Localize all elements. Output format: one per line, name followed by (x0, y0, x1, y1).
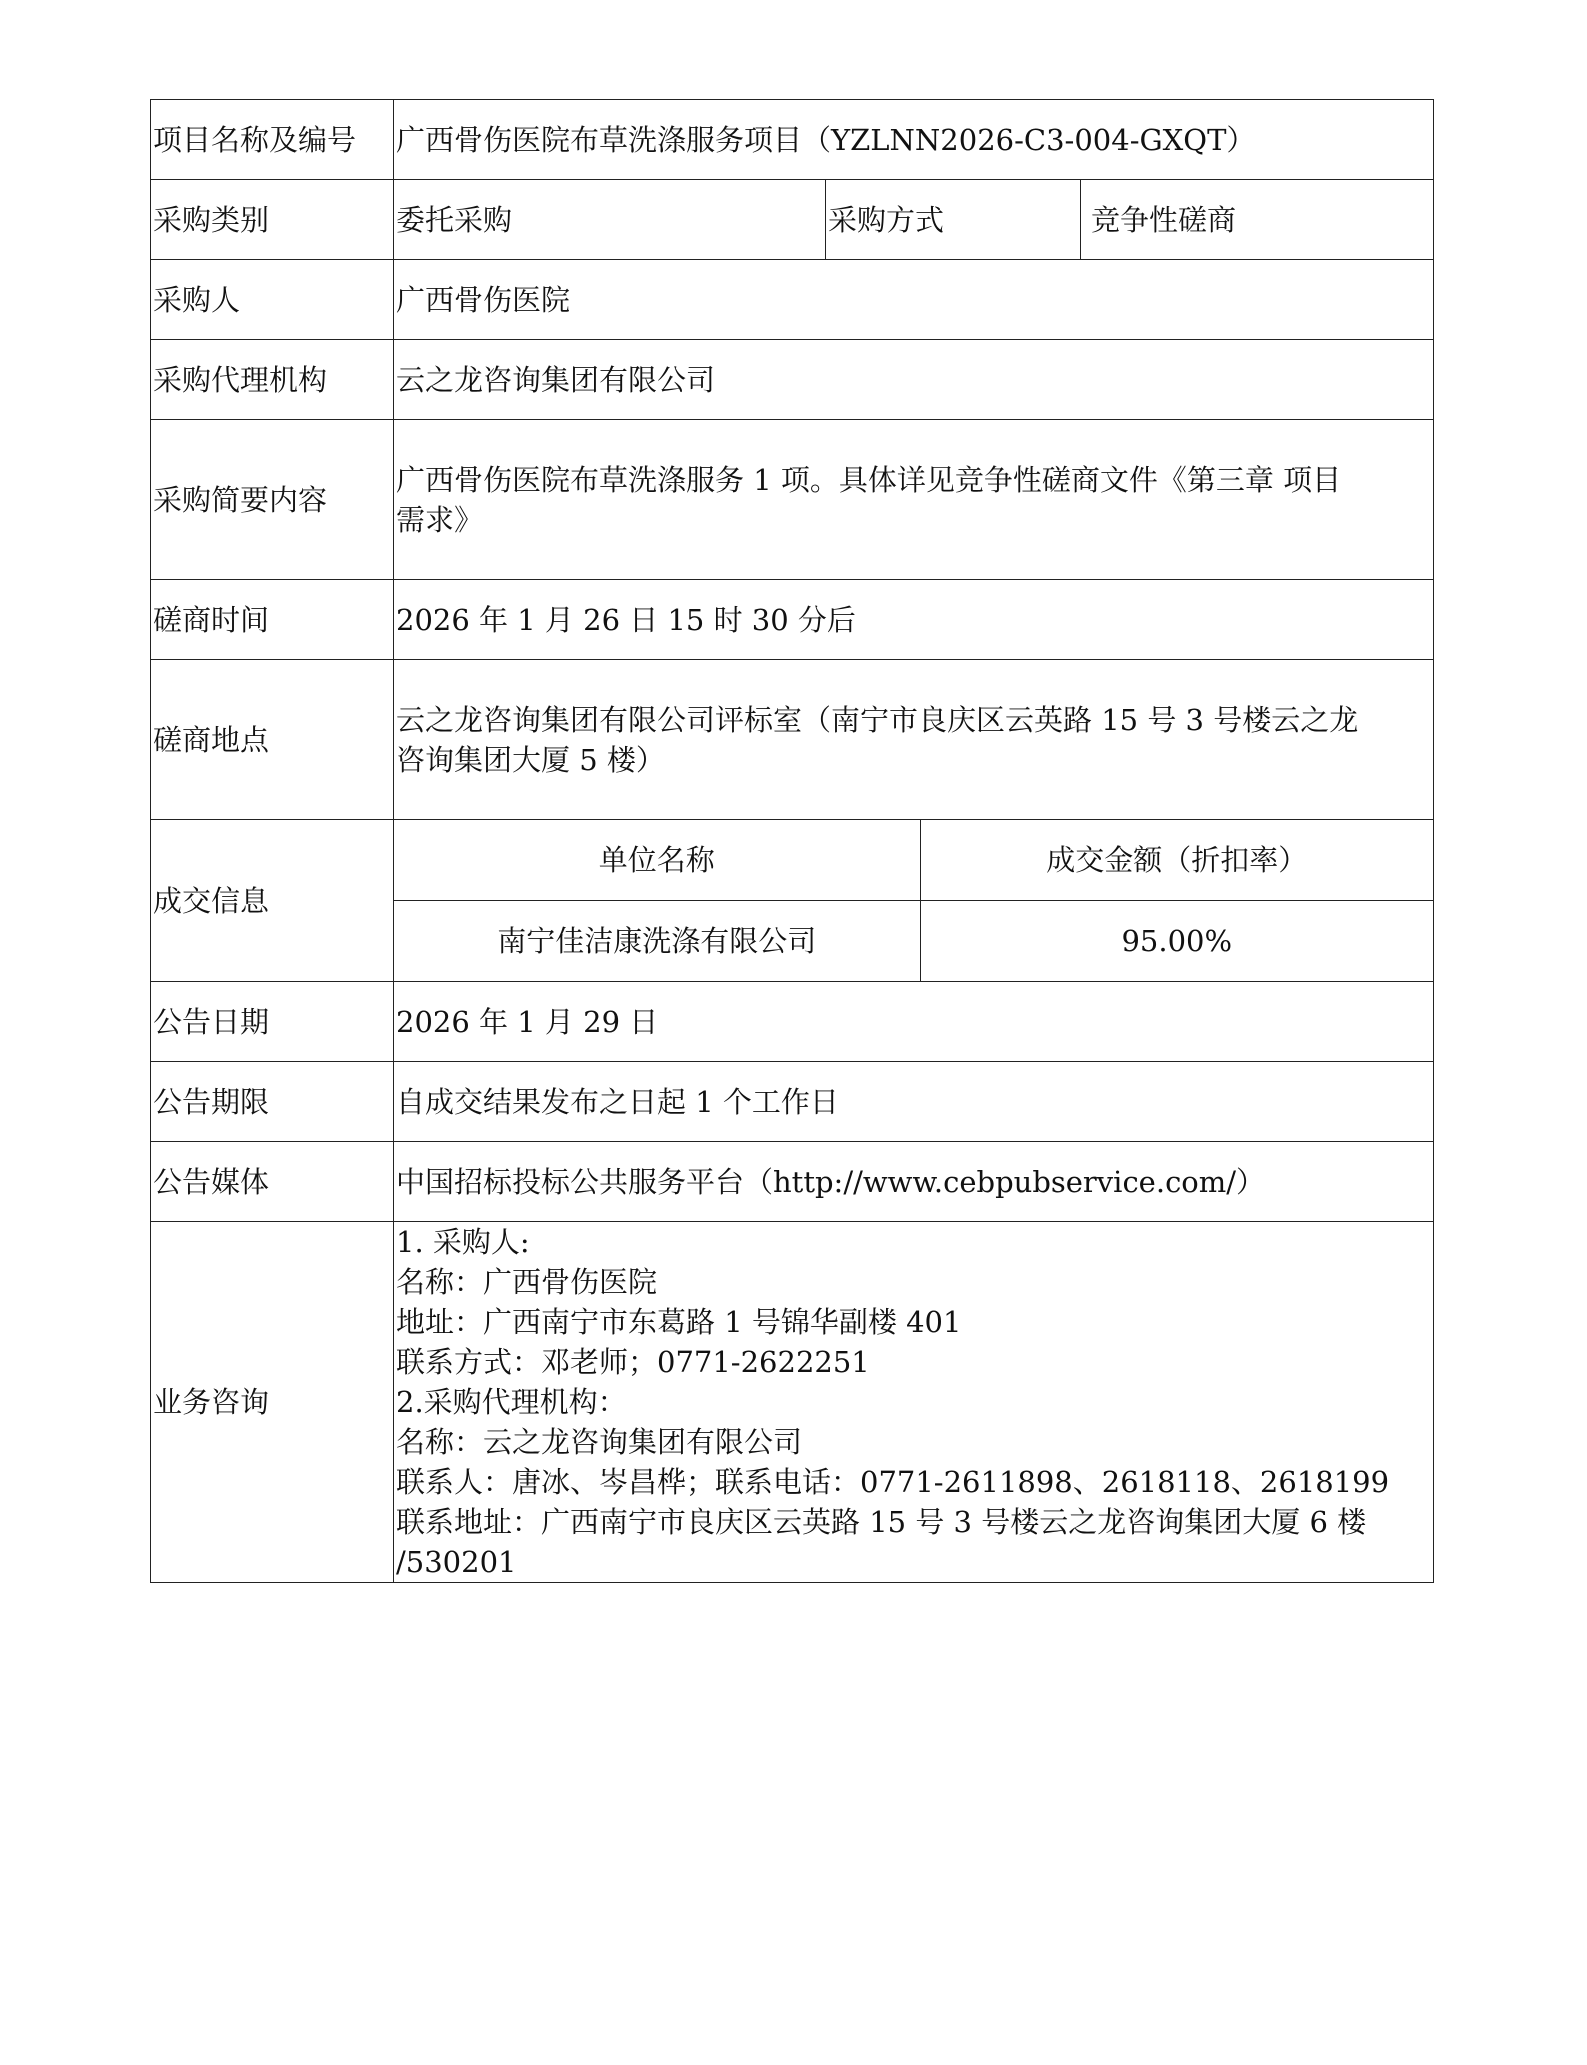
notice-media-value: 中国招标投标公共服务平台（http://www.cebpubservice.com/） (394, 1142, 1434, 1222)
category-value: 委托采购 (394, 180, 826, 260)
deal-unit: 南宁佳洁康洗涤有限公司 (394, 901, 920, 982)
category-label: 采购类别 (151, 180, 394, 260)
deal-col-amount: 成交金额（折扣率） (920, 820, 1433, 901)
project-value: 广西骨伤医院布草洗涤服务项目（YZLNN2026-C3-004-GXQT） (394, 100, 1434, 180)
agency-label: 采购代理机构 (151, 340, 394, 420)
row-summary (151, 420, 1434, 580)
row-deal (151, 820, 1434, 982)
row-notice-period (151, 1062, 1434, 1142)
deal-info (394, 820, 1434, 982)
deal-data-row (394, 901, 1433, 982)
time-value: 2026 年 1 月 26 日 15 时 30 分后 (394, 580, 1434, 660)
notice-date-label: 公告日期 (151, 982, 394, 1062)
consult-line: 联系人：唐冰、岑昌桦；联系电话：0771-2611898、2618118、2618199 (396, 1465, 1390, 1499)
method-value: 竞争性磋商 (1081, 180, 1434, 260)
deal-label: 成交信息 (151, 820, 394, 982)
consult-line: 2.采购代理机构： (396, 1385, 627, 1419)
deal-amount: 95.00% (920, 901, 1433, 982)
row-notice-date (151, 982, 1434, 1062)
location-line-2: 咨询集团大厦 5 楼） (396, 742, 665, 777)
summary-label: 采购简要内容 (151, 420, 394, 580)
row-notice-media (151, 1142, 1434, 1222)
summary-line-2: 需求》 (396, 502, 484, 537)
project-label: 项目名称及编号 (151, 100, 394, 180)
purchaser-label: 采购人 (151, 260, 394, 340)
consult-line: 地址：广西南宁市东葛路 1 号锦华副楼 401 (396, 1305, 962, 1339)
notice-date-value: 2026 年 1 月 29 日 (394, 982, 1434, 1062)
consult-line: 联系方式：邓老师；0771-2622251 (396, 1345, 870, 1379)
row-category (151, 180, 1434, 260)
consult-line: 名称：广西骨伤医院 (396, 1265, 658, 1299)
row-consult (151, 1222, 1434, 1583)
method-label: 采购方式 (826, 180, 1081, 260)
row-purchaser (151, 260, 1434, 340)
time-label: 磋商时间 (151, 580, 394, 660)
location-label: 磋商地点 (151, 660, 394, 820)
purchaser-value: 广西骨伤医院 (394, 260, 1434, 340)
location-line-1: 云之龙咨询集团有限公司评标室（南宁市良庆区云英路 15 号 3 号楼云之龙 (396, 702, 1359, 737)
consult-label: 业务咨询 (151, 1222, 394, 1583)
notice-media-label: 公告媒体 (151, 1142, 394, 1222)
summary-line-1: 广西骨伤医院布草洗涤服务 1 项。具体详见竞争性磋商文件《第三章 项目 (396, 462, 1342, 497)
row-time (151, 580, 1434, 660)
consult-line: /530201 (396, 1545, 517, 1579)
consult-line: 1. 采购人: (396, 1225, 530, 1259)
deal-header-row (394, 820, 1433, 901)
consult-line: 联系地址：广西南宁市良庆区云英路 15 号 3 号楼云之龙咨询集团大厦 6 楼 (396, 1505, 1367, 1539)
consult-value (394, 1222, 1434, 1583)
row-location (151, 660, 1434, 820)
notice-period-label: 公告期限 (151, 1062, 394, 1142)
row-project (151, 100, 1434, 180)
agency-value: 云之龙咨询集团有限公司 (394, 340, 1434, 420)
deal-col-unit: 单位名称 (598, 843, 715, 877)
row-agency (151, 340, 1434, 420)
deal-table (394, 820, 1433, 981)
notice-period-value: 自成交结果发布之日起 1 个工作日 (394, 1062, 1434, 1142)
location-value (394, 660, 1434, 820)
consult-line: 名称：云之龙咨询集团有限公司 (396, 1425, 803, 1459)
summary-value (394, 420, 1434, 580)
result-notice-table (150, 99, 1434, 1583)
